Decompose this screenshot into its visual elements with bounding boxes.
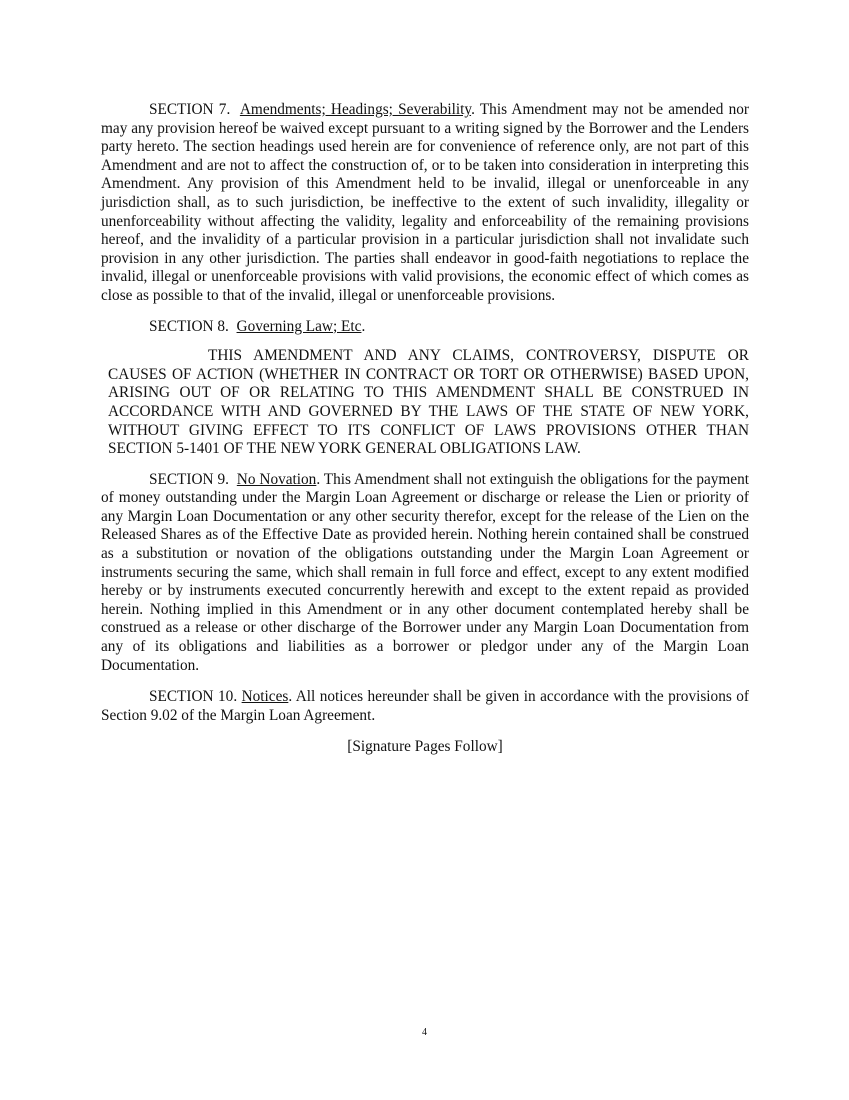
section-9-paragraph (101, 471, 749, 676)
section-9-body: . This Amendment shall not extinguish the obligations for the payment of money outstanding under the Margin Loan Agreement or discharge or release the Lien or priority of any Margin Loan Documentation or any other security therefor, except for the release of the Lien on the Released Shares as of the Effective Date as provided herein. Nothing herein contained shall be construed as a substitution or novation of the obligations outstanding under the Margin Loan Agreement or instruments securing the same, which shall remain in full force and effect, except to any extent modified hereby or by instruments executed concurrently herewith and except to the extent repaid as provided herein. Nothing implied in this Amendment or in any other document contemplated hereby shall be construed as a release or other discharge of the Borrower under any Margin Loan Documentation from any of its obligations and liabilities as a borrower or pledgor under any of the Margin Loan Documentation. (101, 470, 749, 674)
signature-pages-note: [Signature Pages Follow] (347, 738, 503, 756)
page-number: 4 (422, 1027, 427, 1038)
section-10-heading: Notices (241, 688, 289, 706)
section-8-trailing: . (361, 317, 366, 335)
section-10-paragraph (101, 688, 749, 725)
section-7-body: . This Amendment may not be amended nor may any provision hereof be waived except pursuant to a writing signed by the Borrower and the Lenders party hereto. The section headings used herein are for convenience of reference only, are not part of this Amendment and are not to affect the construction of, or to be taken into consideration in interpreting this Amendment. Any provision of this Amendment held to be invalid, illegal or unenforceable in any jurisdiction shall, as to such jurisdiction, be ineffective to the extent of such invalidity, illegality or unenforceability without affecting the validity, legality and enforceability of the remaining provisions hereof, and the invalidity of a particular provision in a particular jurisdiction shall not invalidate such provision in any other jurisdiction. The parties shall endeavor in good-faith negotiations to replace the invalid, illegal or unenforceable provisions with valid provisions, the economic effect of which comes as close as possible to that of the invalid, illegal or unenforceable provisions. (101, 101, 750, 304)
document-page (101, 101, 749, 757)
section-7-heading: Amendments; Headings; Severability (239, 101, 472, 118)
section-8-label: SECTION 8. (149, 317, 229, 335)
section-8-heading-line (101, 318, 749, 337)
section-9-heading: No Novation (236, 470, 317, 488)
section-10-label: SECTION 10. (149, 688, 238, 706)
section-7-paragraph (101, 101, 749, 306)
section-9-label: SECTION 9. (149, 470, 229, 488)
governing-law-caps-paragraph: THIS AMENDMENT AND ANY CLAIMS, CONTROVERSY, DISPUTE OR CAUSES OF ACTION (WHETHER IN CONTRACT OR TORT OR OTHERWISE) BASED UPON, ARISING OUT OF OR RELATING TO THIS AMENDMENT SHALL BE CONSTRUED IN ACCORDANCE WITH AND GOVERNED BY THE LAWS OF THE STATE OF NEW YORK, WITHOUT GIVING EFFECT TO ITS CONFLICT OF LAWS PROVISIONS OTHER THAN SECTION 5-1401 OF THE NEW YORK GENERAL OBLIGATIONS LAW. (108, 347, 749, 458)
section-10-body: . All notices hereunder shall be given in accordance with the provisions of Section 9.02 of the Margin Loan Agreement. (101, 688, 749, 724)
section-8-heading: Governing Law; Etc (236, 317, 362, 335)
section-7-label: SECTION 7. (149, 101, 231, 118)
